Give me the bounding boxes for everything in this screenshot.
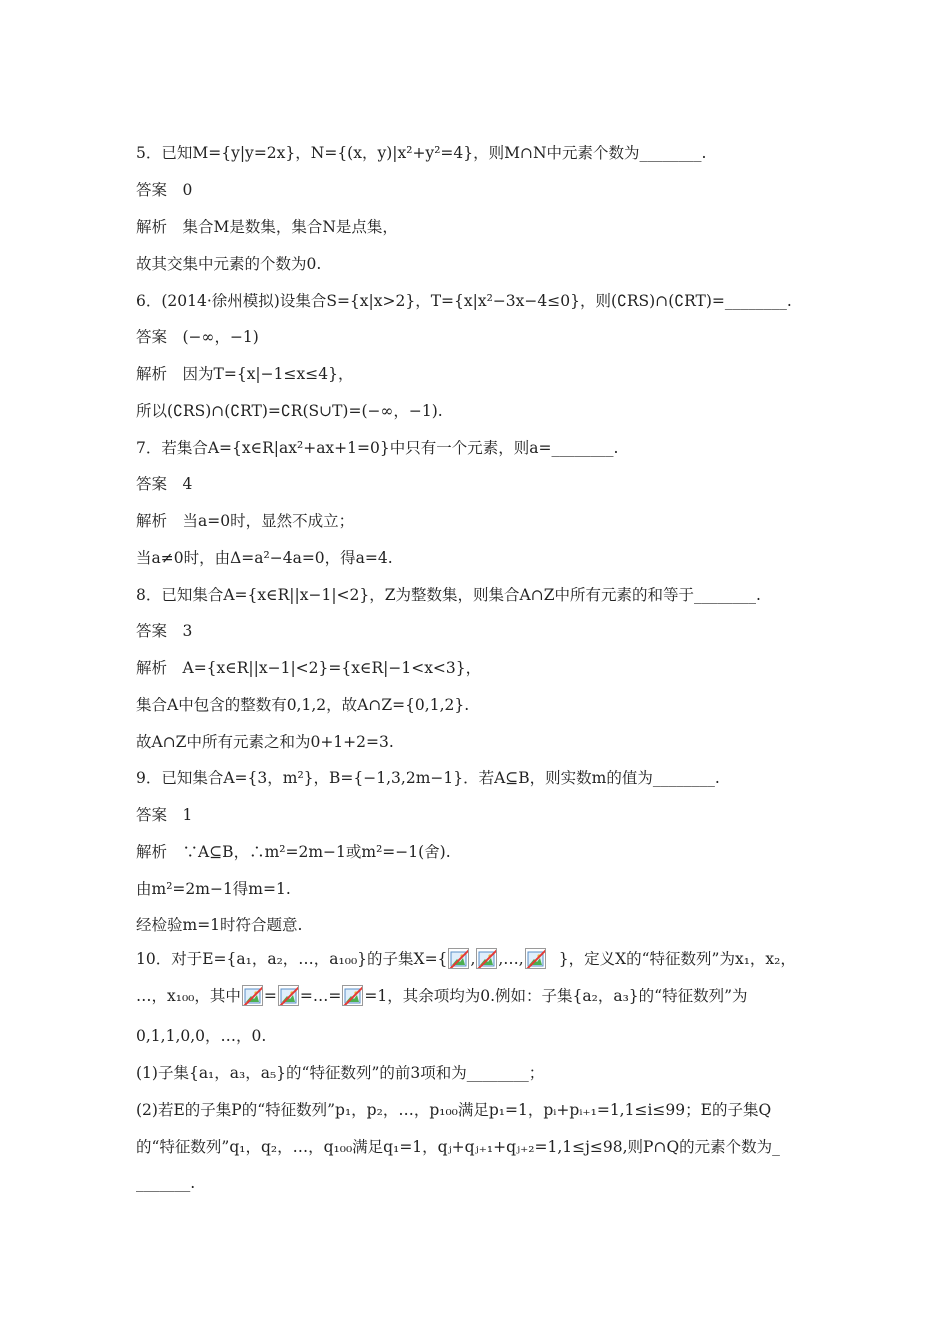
line-q7: 7．若集合A={x∈R|ax²+ax+1=0}中只有一个元素，则a=________. <box>136 439 619 457</box>
line-q9-answer: 答案 1 <box>136 806 193 824</box>
line-q5: 5．已知M={y|y=2x}，N={(x，y)|x²+y²=4}，则M∩N中元素个数为________. <box>136 144 707 162</box>
q10-text: }，定义X的“特征数列”为x₁，x₂， <box>558 950 796 968</box>
q10-text: , <box>470 950 476 968</box>
q10-line-3: 0,1,1,0,0，…，0. <box>136 1027 267 1045</box>
line-q7-analysis-1: 解析 当a=0时，显然不成立； <box>136 512 355 530</box>
line-q7-analysis-2: 当a≠0时，由Δ=a²−4a=0，得a=4. <box>136 549 393 567</box>
line-q5-analysis-1: 解析 集合M是数集，集合N是点集， <box>136 218 398 236</box>
q10-part-1: (1)子集{a₁，a₃，a₅}的“特征数列”的前3项和为________； <box>136 1064 545 1082</box>
line-q8-analysis-3: 故A∩Z中所有元素之和为0+1+2=3. <box>136 733 394 751</box>
broken-image-icon <box>242 985 263 1006</box>
line-q8-analysis-2: 集合A中包含的整数有0,1,2，故A∩Z={0,1,2}. <box>136 696 470 714</box>
broken-image-icon <box>278 985 299 1006</box>
line-q5-analysis-2: 故其交集中元素的个数为0. <box>136 255 322 273</box>
line-q8: 8．已知集合A={x∈R||x−1|<2}，Z为整数集，则集合A∩Z中所有元素的和等于________. <box>136 586 761 604</box>
broken-image-icon <box>342 985 363 1006</box>
line-q5-answer: 答案 0 <box>136 181 193 199</box>
q10-line-1 <box>136 948 836 970</box>
q10-text: =…= <box>299 987 342 1005</box>
q10-text: …，x₁₀₀，其中 <box>136 987 241 1005</box>
q10-part-2-line-3: _______. <box>136 1174 196 1192</box>
line-q6: 6．(2014·徐州模拟)设集合S={x|x>2}，T={x|x²−3x−4≤0}，则(∁RS)∩(∁RT)=________. <box>136 292 792 310</box>
line-q6-analysis-2: 所以(∁RS)∩(∁RT)=∁R(S∪T)=(−∞，−1). <box>136 402 443 420</box>
broken-image-icon <box>525 948 546 969</box>
line-q9-analysis-2: 由m²=2m−1得m=1. <box>136 880 291 898</box>
line-q6-analysis-1: 解析 因为T={x|−1≤x≤4}， <box>136 365 354 383</box>
q10-text: 10．对于E={a₁，a₂，…，a₁₀₀}的子集X={ <box>136 950 448 968</box>
q10-text: = <box>263 987 277 1005</box>
line-q7-answer: 答案 4 <box>136 475 193 493</box>
broken-image-icon <box>448 948 469 969</box>
line-q6-answer: 答案 (−∞，−1) <box>136 328 259 346</box>
q10-part-2-line-1: (2)若E的子集P的“特征数列”p₁，p₂，…，p₁₀₀满足p₁=1，pᵢ+pᵢ₊₁=1,1≤i≤99；E的子集Q <box>136 1101 772 1119</box>
q10-text: =1，其余项均为0.例如：子集{a₂，a₃}的“特征数列”为 <box>364 987 748 1005</box>
line-q9-analysis-1: 解析 ∵A⊆B，∴m²=2m−1或m²=−1(舍). <box>136 843 451 861</box>
line-q8-answer: 答案 3 <box>136 622 193 640</box>
broken-image-icon <box>476 948 497 969</box>
q10-text: ,…, <box>498 950 524 968</box>
line-q9: 9．已知集合A={3，m²}，B={−1,3,2m−1}．若A⊆B，则实数m的值为________. <box>136 769 720 787</box>
line-q9-analysis-3: 经检验m=1时符合题意. <box>136 916 303 934</box>
line-q8-analysis-1: 解析 A={x∈R||x−1|<2}={x∈R|−1<x<3}， <box>136 659 482 677</box>
q10-line-2 <box>136 985 836 1007</box>
q10-part-2-line-2: 的“特征数列”q₁，q₂，…，q₁₀₀满足q₁=1，qⱼ+qⱼ₊₁+qⱼ₊₂=1,1≤j≤98,则P∩Q的元素个数为_ <box>136 1138 780 1156</box>
